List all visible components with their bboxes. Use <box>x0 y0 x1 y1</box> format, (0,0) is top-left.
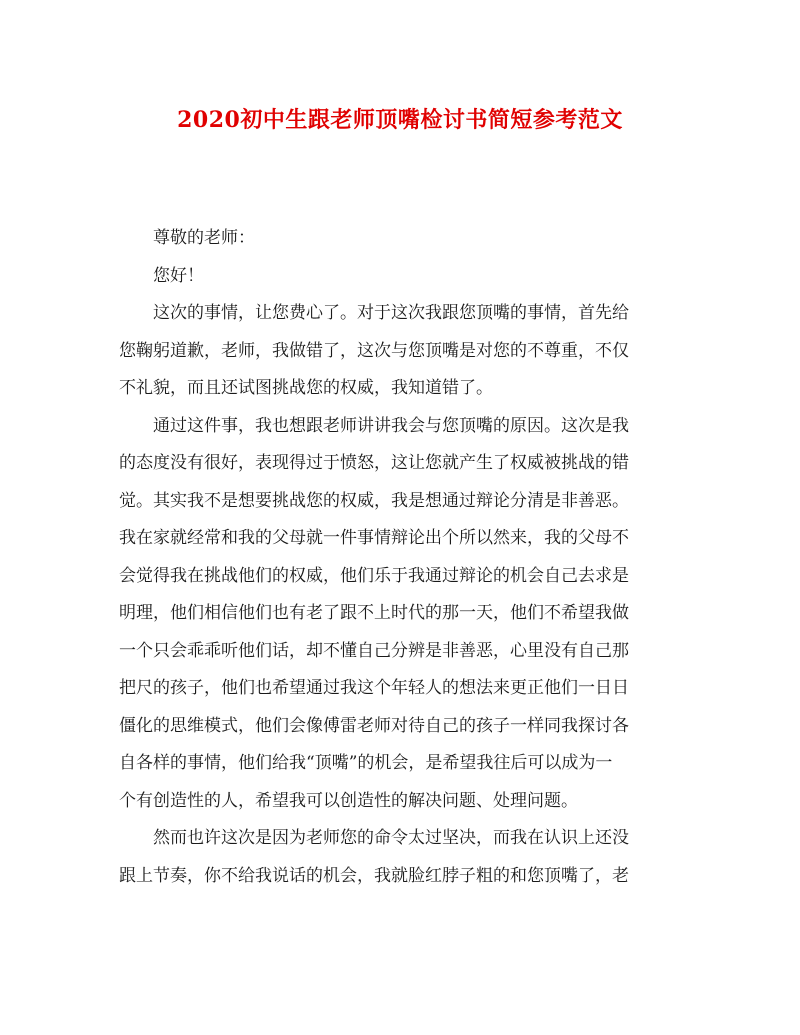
paragraph-line: 觉。其实我不是想要挑战您的权威，我是想通过辩论分清是非善恶。 <box>119 490 629 511</box>
greeting-text: 您好！ <box>153 265 204 286</box>
paragraph-3 <box>119 820 667 895</box>
document-body <box>119 220 667 895</box>
paragraph-line: 自各样的事情，他们给我“顶嘴”的机会，是希望我往后可以成为一 <box>119 753 613 773</box>
paragraph-line: 不礼貌，而且还试图挑战您的权威，我知道错了。 <box>119 378 493 398</box>
salutation-text: 尊敬的老师： <box>153 228 255 248</box>
paragraph-line: 然而也许这次是因为老师您的命令太过坚决，而我在认识上还没 <box>153 828 629 848</box>
paragraph-2 <box>119 408 667 821</box>
paragraph-line: 这次的事情，让您费心了。对于这次我跟您顶嘴的事情，首先给 <box>153 303 629 323</box>
paragraph-line: 通过这件事，我也想跟老师讲讲我会与您顶嘴的原因。这次是我 <box>153 415 629 436</box>
paragraph-line: 您鞠躬道歉，老师，我做错了，这次与您顶嘴是对您的不尊重，不仅 <box>119 340 629 361</box>
paragraph-line: 会觉得我在挑战他们的权威，他们乐于我通过辩论的机会自己去求是 <box>119 565 629 586</box>
paragraph-line: 把尺的孩子，他们也希望通过我这个年轻人的想法来更正他们一日日 <box>119 678 629 698</box>
paragraph-line: 僵化的思维模式，他们会像傅雷老师对待自己的孩子一样同我探讨各 <box>119 715 629 736</box>
paragraph-line: 一个只会乖乖听他们话，却不懂自己分辨是非善恶，心里没有自己那 <box>119 640 629 661</box>
paragraph-1 <box>119 295 667 408</box>
greeting <box>119 258 667 296</box>
paragraph-line: 跟上节奏，你不给我说话的机会，我就脸红脖子粗的和您顶嘴了，老 <box>119 865 629 886</box>
paragraph-line: 的态度没有很好，表现得过于愤怒，这让您就产生了权威被挑战的错 <box>119 453 629 473</box>
paragraph-line: 我在家就经常和我的父母就一件事情辩论出个所以然来，我的父母不 <box>119 528 629 548</box>
paragraph-line: 明理，他们相信他们也有老了跟不上时代的那一天，他们不希望我做 <box>119 603 629 623</box>
paragraph-line: 个有创造性的人，希望我可以创造性的解决问题、处理问题。 <box>119 790 578 811</box>
document-title: 2020初中生跟老师顶嘴检讨书简短参考范文 <box>177 107 623 133</box>
salutation <box>119 220 667 258</box>
